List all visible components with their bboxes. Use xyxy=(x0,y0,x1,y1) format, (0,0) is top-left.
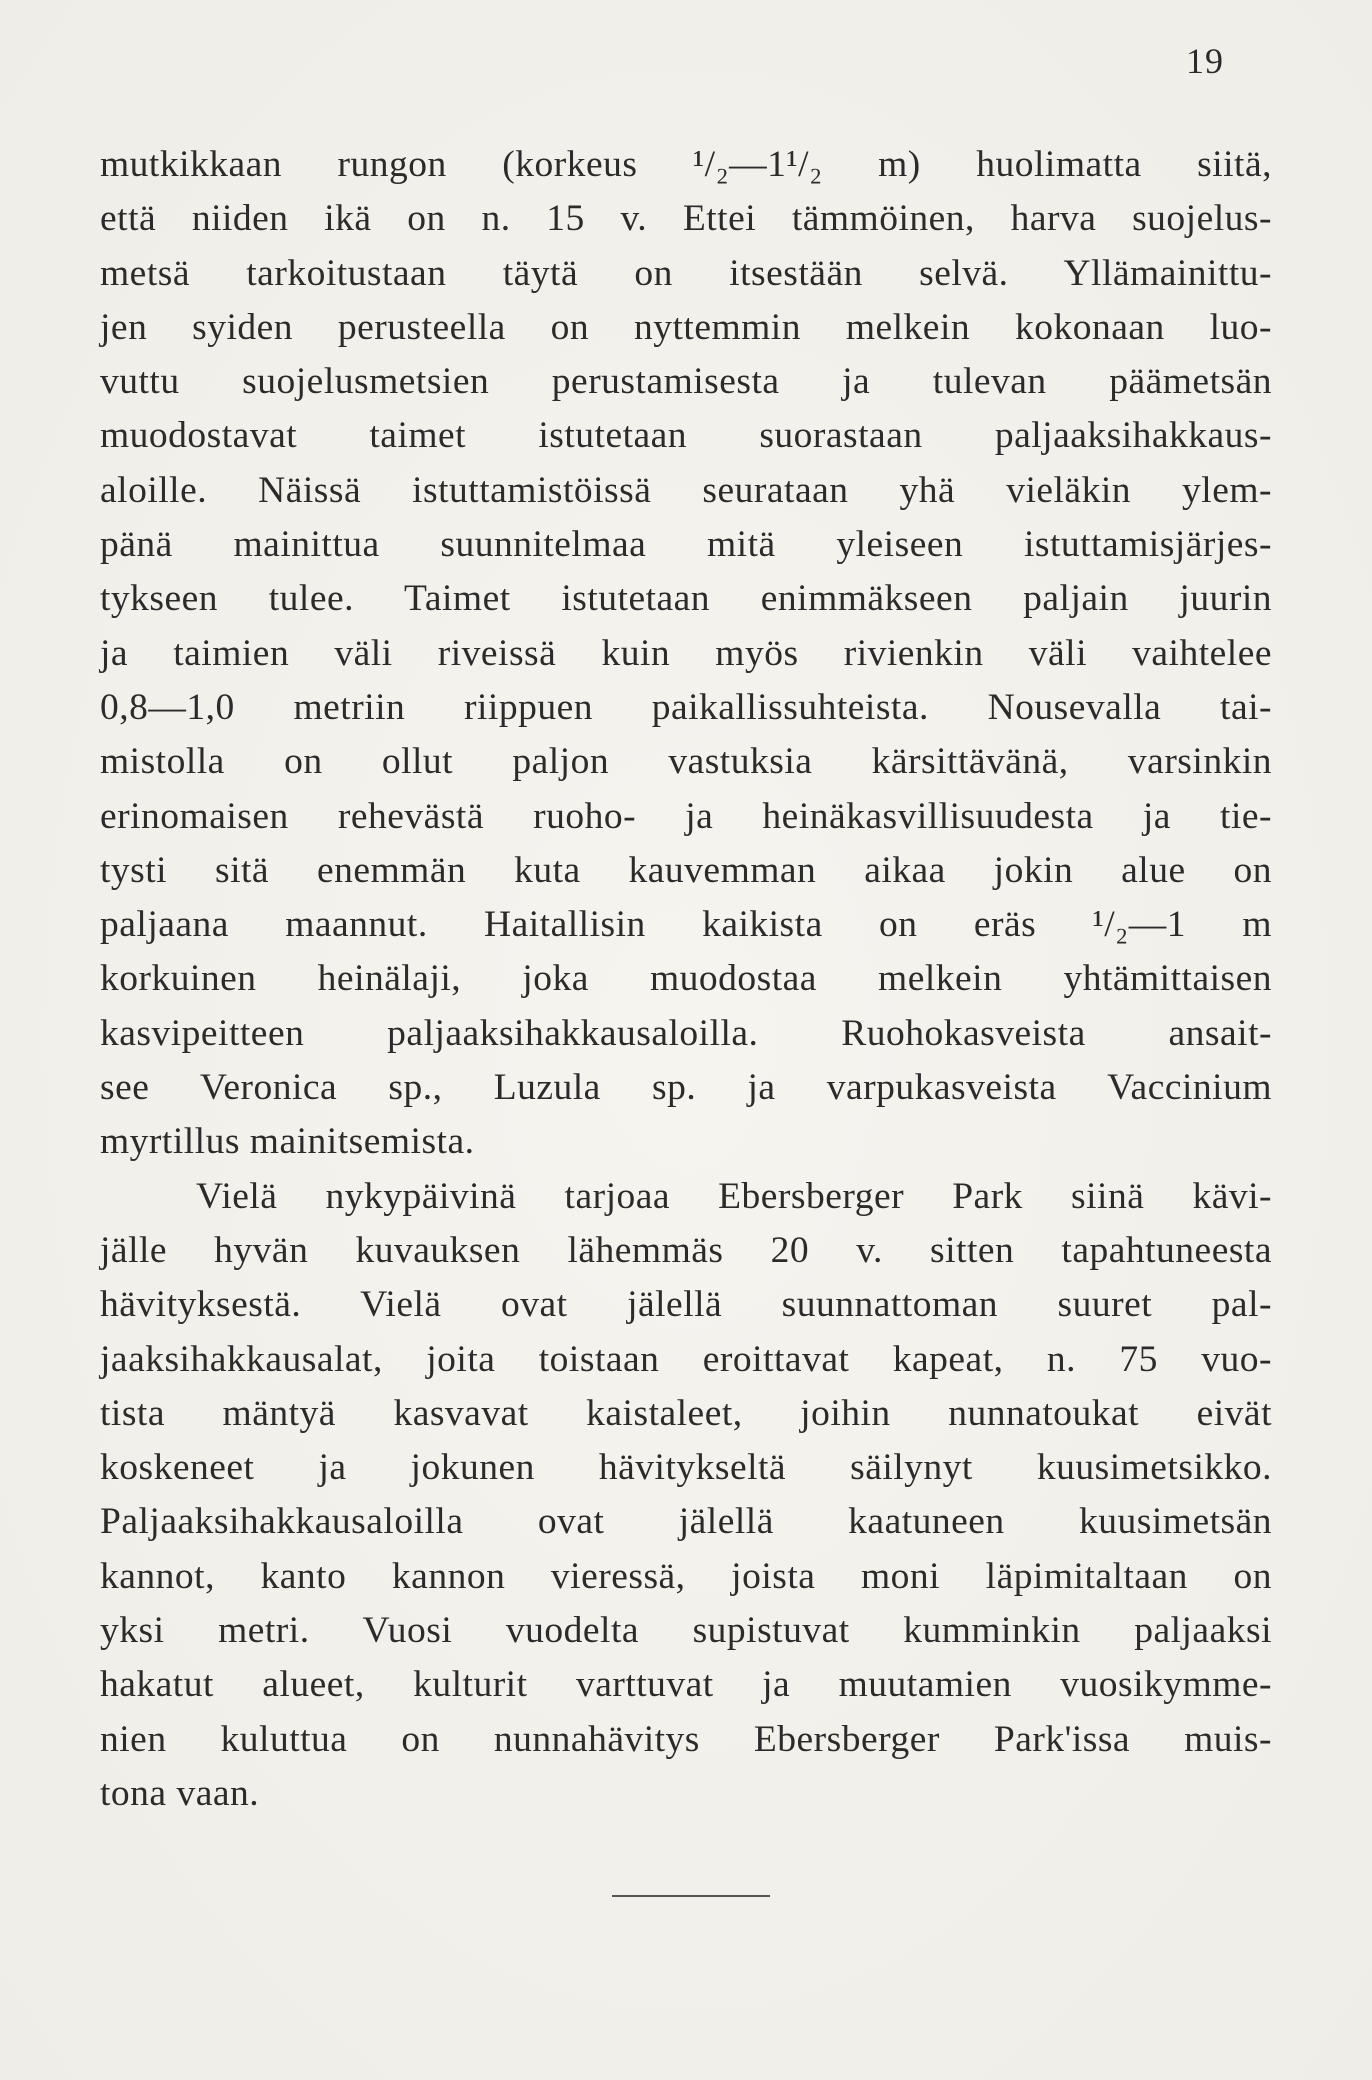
text-line: paljaana maannut. Haitallisin kaikista on eräs ¹/₂—1 m xyxy=(100,904,1272,946)
text-line: vuttu suojelusmetsien perustamisesta ja tulevan päämetsän xyxy=(100,361,1272,403)
text-line: see Veronica sp., Luzula sp. ja varpukasveista Vaccinium xyxy=(100,1067,1272,1109)
text-line: hakatut alueet, kulturit varttuvat ja muutamien vuosikymme- xyxy=(100,1664,1272,1706)
text-line: ja taimien väli riveissä kuin myös rivienkin väli vaihtelee xyxy=(100,632,1272,674)
text-line: että niiden ikä on n. 15 v. Ettei tämmöinen, harva suojelus- xyxy=(100,198,1272,240)
paragraph-container xyxy=(100,138,1272,1821)
text-line: mutkikkaan rungon (korkeus ¹/₂—1¹/₂ m) huolimatta siitä, xyxy=(100,144,1272,185)
text-line: aloille. Näissä istuttamistöissä seurataan yhä vieläkin ylem- xyxy=(100,469,1272,511)
text-line: metsä tarkoitustaan täytä on itsestään selvä. Yllämainittu- xyxy=(100,252,1272,294)
text-line: pänä mainittua suunnitelmaa mitä yleiseen istuttamisjärjes- xyxy=(100,524,1272,566)
paragraph xyxy=(100,1170,1272,1822)
text-line: koskeneet ja jokunen hävitykseltä säilynyt kuusimetsikko. xyxy=(100,1447,1272,1489)
text-line: korkuinen heinälaji, joka muodostaa melkein yhtämittaisen xyxy=(100,958,1272,1000)
text-line: jaaksihakkausalat, joita toistaan eroittavat kapeat, n. 75 vuo- xyxy=(100,1338,1272,1380)
end-rule xyxy=(612,1895,770,1897)
text-line: tona vaan. xyxy=(100,1772,260,1814)
text-line: kannot, kanto kannon vieressä, joista moni läpimitaltaan on xyxy=(100,1555,1272,1597)
paragraph xyxy=(100,138,1272,1170)
text-line: hävityksestä. Vielä ovat jälellä suunnattoman suuret pal- xyxy=(100,1284,1272,1326)
text-line: tykseen tulee. Taimet istutetaan enimmäkseen paljain juurin xyxy=(100,578,1272,620)
text-line: Paljaaksihakkausaloilla ovat jälellä kaatuneen kuusimetsän xyxy=(100,1501,1272,1543)
text-line: erinomaisen rehevästä ruoho- ja heinäkasvillisuudesta ja tie- xyxy=(100,795,1272,837)
text-line: Vielä nykypäivinä tarjoaa Ebersberger Park siinä kävi- xyxy=(196,1175,1272,1217)
text-line: jälle hyvän kuvauksen lähemmäs 20 v. sitten tapahtuneesta xyxy=(100,1229,1272,1271)
text-line: 0,8—1,0 metriin riippuen paikallissuhteista. Nousevalla tai- xyxy=(100,686,1272,728)
body-text xyxy=(100,138,1272,1821)
text-line: myrtillus mainitsemista. xyxy=(100,1121,475,1163)
text-line: muodostavat taimet istutetaan suorastaan paljaaksihakkaus- xyxy=(100,415,1272,457)
text-line: mistolla on ollut paljon vastuksia kärsittävänä, varsinkin xyxy=(100,741,1272,783)
text-line: tysti sitä enemmän kuta kauvemman aikaa jokin alue on xyxy=(100,849,1272,891)
text-line: nien kuluttua on nunnahävitys Ebersberger Park'issa muis- xyxy=(100,1718,1272,1760)
text-line: jen syiden perusteella on nyttemmin melkein kokonaan luo- xyxy=(100,306,1272,348)
text-line: yksi metri. Vuosi vuodelta supistuvat kumminkin paljaaksi xyxy=(100,1610,1272,1652)
page-number: 19 xyxy=(1186,41,1224,81)
text-line: tista mäntyä kasvavat kaistaleet, joihin nunnatoukat eivät xyxy=(100,1392,1272,1434)
text-line: kasvipeitteen paljaaksihakkausaloilla. Ruohokasveista ansait- xyxy=(100,1012,1272,1054)
